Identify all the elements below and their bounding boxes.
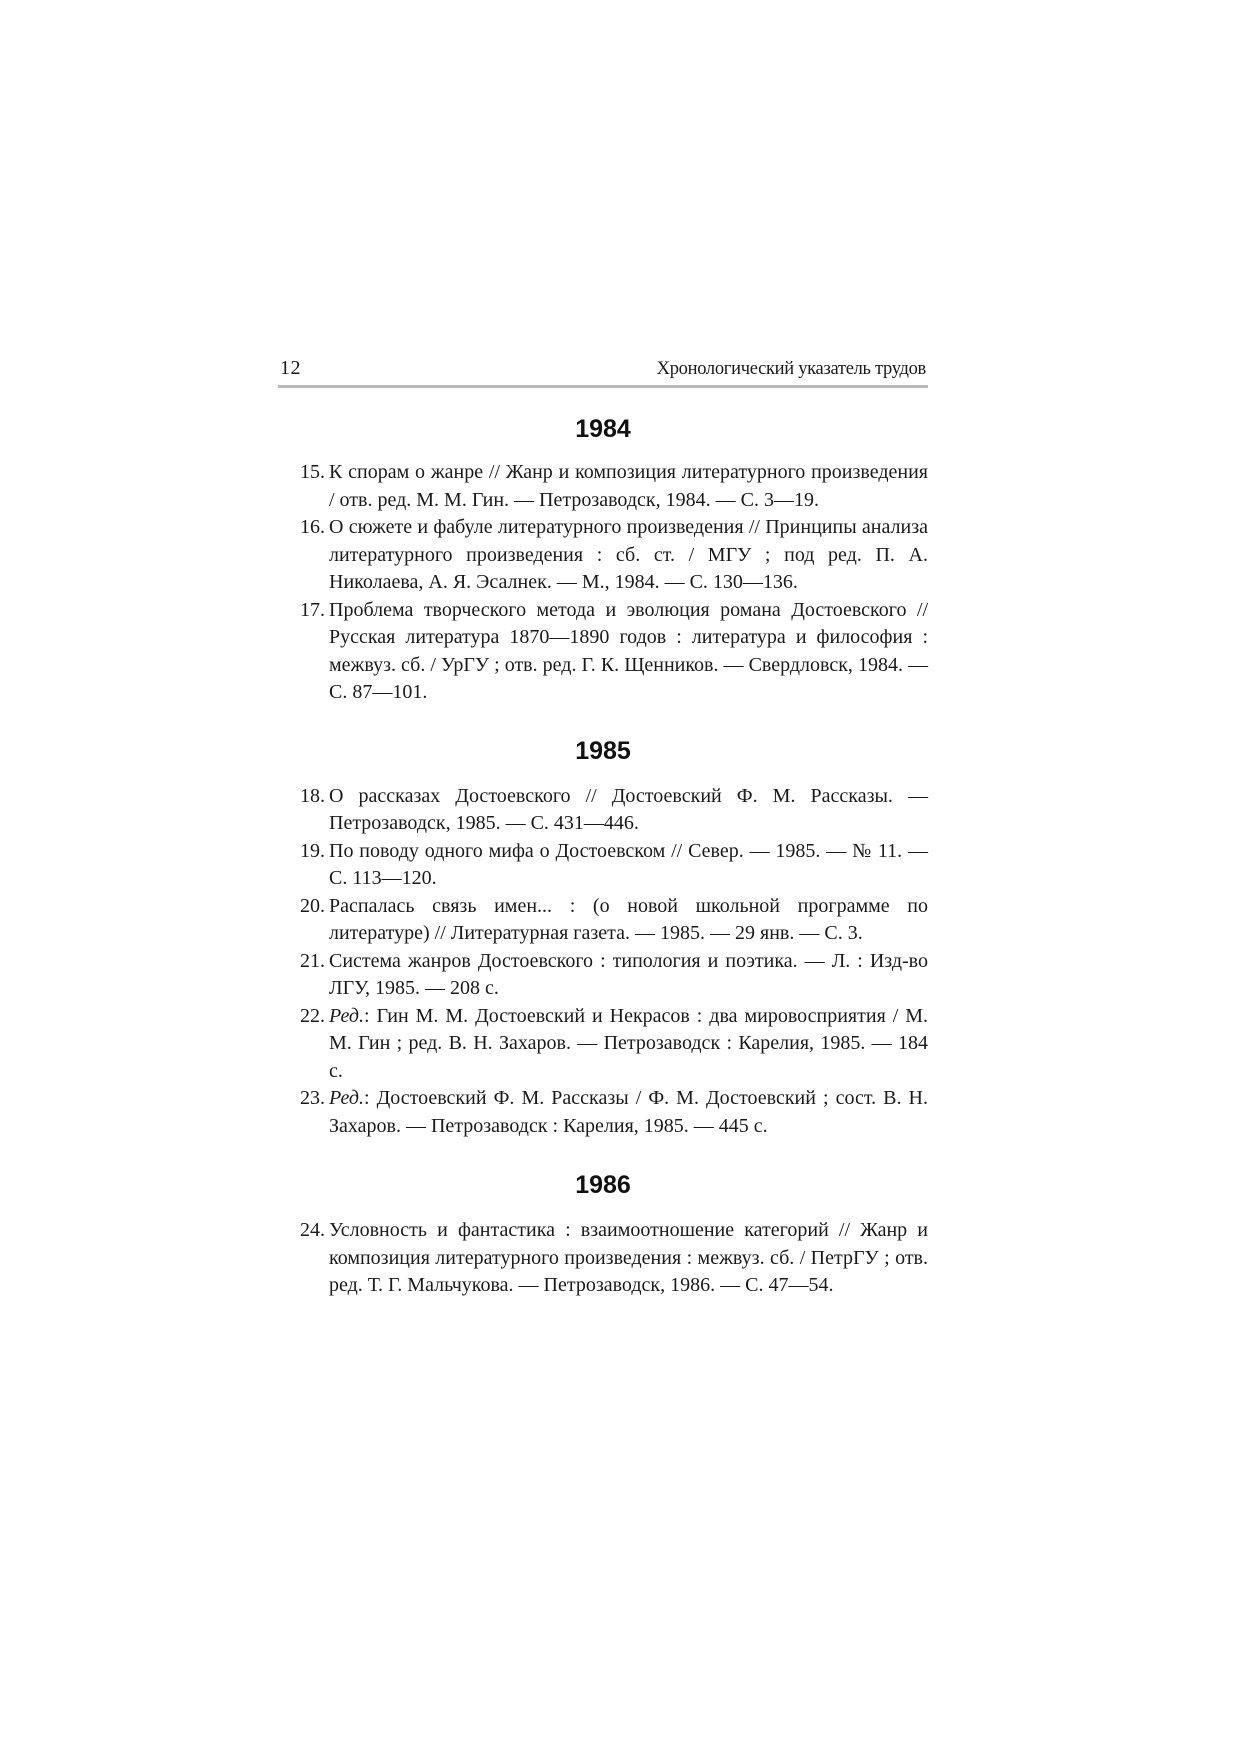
bibliography-entry	[278, 514, 928, 597]
entry-text: Система жанров Достоевского : типология и поэтика. — Л. : Изд-во ЛГУ, 1985. — 208 с.	[329, 949, 928, 999]
entry-number: 20.	[300, 894, 325, 917]
page-number: 12	[280, 357, 301, 379]
bibliography-entry	[278, 597, 928, 707]
entry-text: Условность и фантастика : взаимоотношение категорий // Жанр и композиция литературного произведения : межвуз. сб. / ПетрГУ ; отв. ред. Т. Г. Мальчукова. — Петрозаводск, 1986. — С. 47—54.	[329, 1219, 928, 1296]
entry-number: 18.	[300, 784, 325, 807]
entry-text: Проблема творческого метода и эволюция романа Достоевского // Русская литература 1870—1890 годов : литература и философия : межвуз. сб. / УрГУ ; отв. ред. Г. К. Щенников. — Свердловск, 1984. — С. 87—101.	[329, 598, 928, 703]
book-page	[278, 355, 928, 1300]
bibliography-entry	[278, 1003, 928, 1086]
entries-1984	[278, 459, 928, 707]
entry-text: О сюжете и фабуле литературного произведения // Принципы анализа литературного произведения : сб. ст. / МГУ ; под ред. П. А. Николаева, А. Я. Эсалнек. — М., 1984. — С. 130—136.	[329, 516, 928, 593]
entry-text: Распалась связь имен... : (о новой школьной программе по литературе) // Литературная газета. — 1985. — 29 янв. — С. 3.	[329, 894, 928, 944]
entries-1986	[278, 1217, 928, 1300]
bibliography-entry	[278, 948, 928, 1003]
year-heading-1986: 1986	[575, 1171, 631, 1199]
entry-text: О рассказах Достоевского // Достоевский Ф. М. Рассказы. — Петрозаводск, 1985. — С. 431—446.	[329, 784, 928, 834]
entries-1985	[278, 783, 928, 1141]
running-head	[278, 355, 928, 388]
entry-text: К спорам о жанре // Жанр и композиция литературного произведения / отв. ред. М. М. Гин. — Петрозаводск, 1984. — С. 3—19.	[329, 461, 928, 511]
entry-number: 17.	[300, 598, 325, 621]
entry-number: 22.	[300, 1004, 325, 1027]
bibliography-entry	[278, 838, 928, 893]
entry-number: 21.	[300, 949, 325, 972]
entry-editor-role: Ред.	[329, 1004, 364, 1027]
bibliography-entry	[278, 893, 928, 948]
bibliography-entry	[278, 459, 928, 514]
bibliography-entry	[278, 1217, 928, 1300]
year-heading-1985: 1985	[575, 736, 631, 765]
entry-number: 16.	[300, 516, 325, 538]
year-heading-1984: 1984	[575, 415, 631, 443]
entry-editor-role: Ред.	[329, 1087, 364, 1109]
entry-number: 15.	[300, 461, 325, 483]
entry-text: : Гин М. М. Достоевский и Некрасов : два мировосприятия / М. М. Гин ; ред. В. Н. Захаров. — Петрозаводск : Карелия, 1985. — 184 с.	[329, 1004, 928, 1082]
entry-number: 19.	[300, 839, 325, 862]
entry-text: : Достоевский Ф. М. Рассказы / Ф. М. Достоевский ; сост. В. Н. Захаров. — Петрозаводск : Карелия, 1985. — 445 с.	[329, 1087, 928, 1137]
entry-number: 23.	[300, 1087, 325, 1109]
bibliography-entry	[278, 1085, 928, 1140]
bibliography-entry	[278, 783, 928, 838]
entry-text: По поводу одного мифа о Достоевском // Север. — 1985. — № 11. — С. 113—120.	[329, 839, 928, 889]
entry-number: 24.	[300, 1219, 325, 1241]
running-title: Хронологический указатель трудов	[656, 359, 926, 379]
